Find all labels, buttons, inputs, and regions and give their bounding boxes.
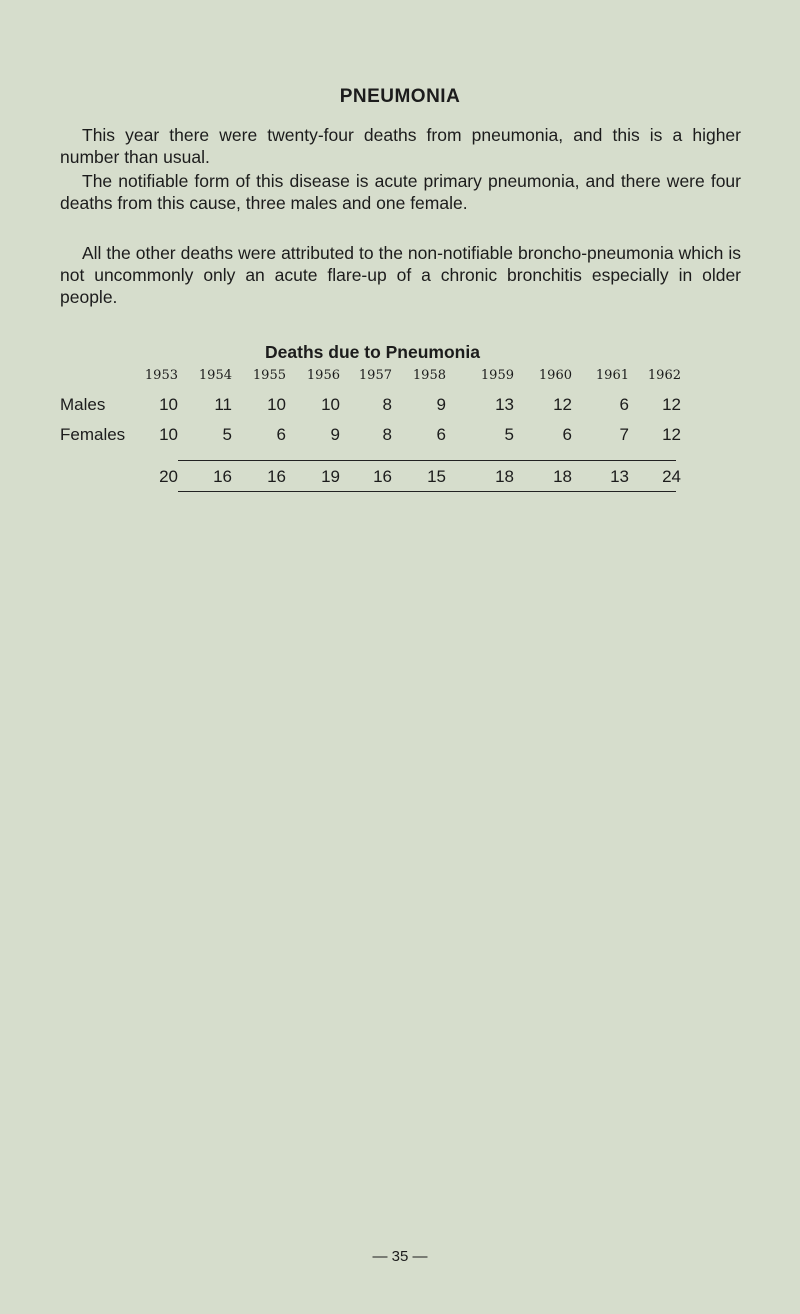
table-cell: 10 [321,395,340,414]
year-cell: 1960 [538,368,572,383]
table-cell: 6 [276,425,286,444]
table-cell: 5 [222,425,232,444]
table-cell: 6 [619,395,629,414]
table-rule-top [178,460,676,461]
total-cell: 13 [610,467,629,486]
table-cell: 10 [159,395,178,414]
year-cell: 1957 [358,368,392,383]
year-cell: 1953 [144,368,178,383]
table-cell: 6 [562,425,572,444]
table-cell: 8 [382,425,392,444]
year-cell: 1958 [412,368,446,383]
table-cell: 12 [662,425,681,444]
table-cell: 10 [267,395,286,414]
table-cell: 9 [330,425,340,444]
total-cell: 18 [553,467,572,486]
table-cell: 6 [436,425,446,444]
total-cell: 19 [321,467,340,486]
table-row-totals [0,467,800,491]
table-cell: 11 [214,395,232,414]
table-cell: 10 [159,425,178,444]
row-label: Females [60,425,126,444]
table-rule-bottom [178,491,676,492]
year-cell: 1962 [647,368,681,383]
table-cell: 7 [619,425,629,444]
total-cell: 16 [373,467,392,486]
table-cell: 9 [436,395,446,414]
table-title: Deaths due to Pneumonia [265,342,480,362]
total-cell: 20 [159,467,178,486]
paragraph-3: All the other deaths were attributed to the non-notifiable broncho-pneumonia which is not uncommonly only an acute flare-up of a chronic bronchitis especially in older people. [60,243,741,307]
table-cell: 12 [553,395,572,414]
year-cell: 1959 [480,368,514,383]
table-cell: 12 [662,395,681,414]
paragraph-1: This year there were twenty-four deaths from pneumonia, and this is a higher number than usual. [60,125,741,167]
table-cell: 5 [504,425,514,444]
table-cell: 8 [382,395,392,414]
year-cell: 1955 [252,368,286,383]
total-cell: 15 [427,467,446,486]
year-cell: 1956 [306,368,340,383]
table-row-males [0,395,800,419]
total-cell: 16 [213,467,232,486]
table-row-females [0,425,800,449]
page-title: PNEUMONIA [339,86,461,107]
table-cell: 13 [495,395,514,414]
total-cell: 18 [495,467,514,486]
year-header-row [0,368,800,392]
total-cell: 16 [267,467,286,486]
paragraph-2: The notifiable form of this disease is acute primary pneumonia, and there were four deaths from this cause, three males and one female. [60,171,741,213]
year-cell: 1954 [198,368,232,383]
page-number: — 35 — [372,1248,428,1265]
row-label: Males [60,395,106,414]
total-cell: 24 [662,467,681,486]
year-cell: 1961 [595,368,629,383]
